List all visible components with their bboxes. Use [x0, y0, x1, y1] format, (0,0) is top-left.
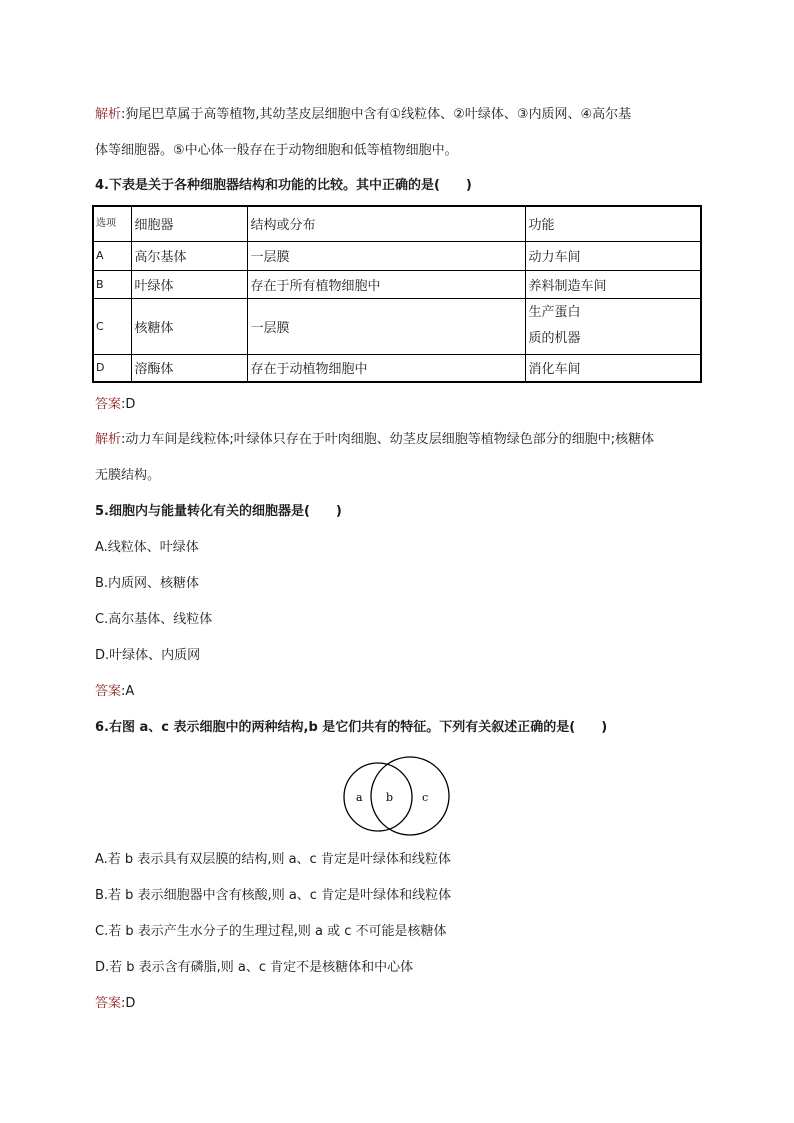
venn-label-c: c [422, 791, 429, 804]
cell-organelle: 核糖体 [131, 298, 247, 354]
q6-option-c: C.若 b 表示产生水分子的生理过程,则 a 或 c 不可能是核糖体 [95, 924, 447, 939]
q4-analysis-line2: 无膜结构。 [95, 468, 161, 483]
cell-structure: 一层膜 [247, 241, 525, 270]
q6-option-d: D.若 b 表示含有磷脂,则 a、c 肯定不是核糖体和中心体 [95, 960, 414, 975]
cell-function [525, 298, 701, 354]
header-option: 选项 [93, 206, 131, 241]
cell-structure: 存在于动植物细胞中 [247, 354, 525, 382]
answer-label: 答案 [95, 684, 122, 699]
q4-answer [95, 396, 135, 414]
q6-option-a: A.若 b 表示具有双层膜的结构,则 a、c 肯定是叶绿体和线粒体 [95, 852, 451, 867]
header-organelle: 细胞器 [131, 206, 247, 241]
cell-organelle: 溶酶体 [131, 354, 247, 382]
cell-function-line1: 生产蛋白 [528, 305, 581, 320]
cell-function: 消化车间 [525, 354, 701, 382]
table-row [93, 298, 701, 354]
answer-text: :D [121, 996, 136, 1011]
analysis-text: :动力车间是线粒体;叶绿体只存在于叶肉细胞、幼茎皮层细胞等植物绿色部分的细胞中;核糖体 [121, 432, 655, 447]
venn-diagram [340, 756, 456, 836]
q4-stem: 4.下表是关于各种细胞器结构和功能的比较。其中正确的是( ) [95, 178, 472, 193]
q6-answer [95, 995, 135, 1013]
analysis-label: 解析 [95, 432, 122, 447]
q5-stem: 5.细胞内与能量转化有关的细胞器是( ) [95, 504, 342, 519]
cell-organelle: 叶绿体 [131, 270, 247, 298]
organelle-comparison-table [92, 205, 702, 383]
answer-label: 答案 [95, 397, 122, 412]
q3-analysis-line1 [95, 106, 631, 124]
header-structure: 结构或分布 [247, 206, 525, 241]
venn-label-a: a [356, 791, 363, 804]
answer-label: 答案 [95, 996, 122, 1011]
cell-option: D [93, 354, 131, 382]
analysis-text: :狗尾巴草属于高等植物,其幼茎皮层细胞中含有①线粒体、②叶绿体、③内质网、④高尔基 [121, 107, 632, 122]
venn-circle-right [371, 757, 449, 835]
q5-option-a: A.线粒体、叶绿体 [95, 540, 199, 555]
cell-structure: 存在于所有植物细胞中 [247, 270, 525, 298]
answer-text: :D [121, 397, 136, 412]
q5-answer [95, 683, 134, 701]
cell-option: B [93, 270, 131, 298]
venn-label-b: b [386, 791, 394, 804]
q3-analysis-line2: 体等细胞器。⑤中心体一般存在于动物细胞和低等植物细胞中。 [95, 143, 458, 158]
cell-option: A [93, 241, 131, 270]
q5-option-c: C.高尔基体、线粒体 [95, 612, 213, 627]
analysis-label: 解析 [95, 107, 122, 122]
cell-structure: 一层膜 [247, 298, 525, 354]
table-row [93, 354, 701, 382]
cell-function: 养料制造车间 [525, 270, 701, 298]
q5-option-b: B.内质网、核糖体 [95, 576, 200, 591]
q6-option-b: B.若 b 表示细胞器中含有核酸,则 a、c 肯定是叶绿体和线粒体 [95, 888, 452, 903]
answer-text: :A [121, 684, 135, 699]
cell-option: C [93, 298, 131, 354]
cell-function-line2: 质的机器 [528, 331, 581, 346]
cell-organelle: 高尔基体 [131, 241, 247, 270]
table-row [93, 241, 701, 270]
q4-analysis-line1 [95, 431, 654, 449]
q5-option-d: D.叶绿体、内质网 [95, 648, 201, 663]
q6-stem: 6.右图 a、c 表示细胞中的两种结构,b 是它们共有的特征。下列有关叙述正确的是( ) [95, 720, 608, 735]
cell-function: 动力车间 [525, 241, 701, 270]
table-row [93, 270, 701, 298]
table-header-row [93, 206, 701, 241]
header-function: 功能 [525, 206, 701, 241]
